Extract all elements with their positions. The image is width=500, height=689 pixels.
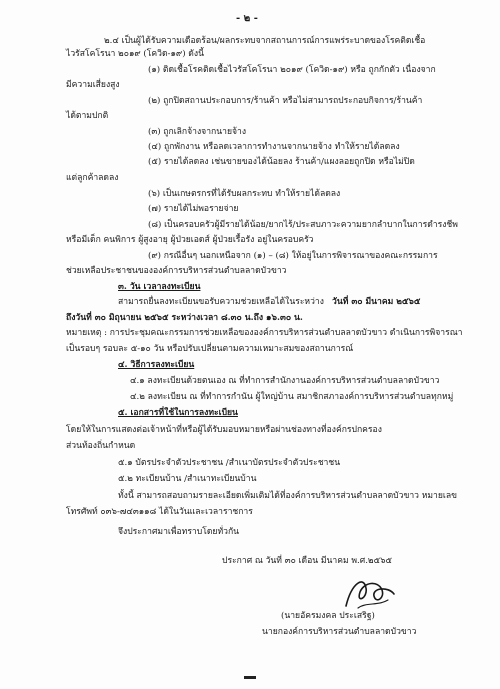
list-item-4: (๔) ถูกพักงาน หรือลดเวลาการทำงานจากนายจ้าง ทำให้รายได้ลดลง bbox=[148, 142, 400, 152]
document-item-2: ๕.๒ ทะเบียนบ้าน /สำเนาทะเบียนบ้าน bbox=[118, 474, 257, 484]
list-item-2: (๒) ถูกปิดสถานประกอบการ/ร้านค้า หรือไม่สามารถประกอบกิจการ/ร้านค้า bbox=[148, 96, 423, 106]
remark-line: หมายเหตุ : การประชุมคณะกรรมการช่วยเหลือขององค์การบริหารส่วนตำบลลาดบัวขาว ดำเนินการพิจารณา bbox=[66, 328, 463, 338]
paragraph-line: สามารถยื่นลงทะเบียนขอรับความช่วยเหลือได้ในระหว่าง bbox=[118, 297, 324, 307]
announcement-date: ประกาศ ณ วันที่ ๓๐ เดือน มีนาคม พ.ศ.๒๕๖๕ bbox=[222, 556, 393, 566]
list-item-9: (๙) กรณีอื่นๆ นอกเหนือจาก (๑) – (๘) ให้อยู่ในการพิจารณาของคณะกรรมการ bbox=[148, 251, 438, 261]
section-4-heading: ๔. วิธีการลงทะเบียน bbox=[118, 360, 195, 370]
signer-name: (นายอัครมงคล ประเสริฐ) bbox=[281, 611, 375, 621]
paragraph-line: ไวรัสโคโรนา ๒๐๑๙ (โควิด-๑๙) ดังนี้ bbox=[66, 49, 204, 59]
paragraph-line: หรือมีเด็ก คนพิการ ผู้สูงอายุ ผู้ป่วยเอดส์ ผู้ป่วยเรื้อรัง อยู่ในครอบครัว bbox=[66, 235, 314, 245]
list-item-3: (๓) ถูกเลิกจ้างจากนายจ้าง bbox=[148, 127, 247, 137]
contact-phone-line: โทรศัพท์ ๐๓๖-๗๔๓๑๑๘ ได้ในวันและเวลาราชการ bbox=[66, 507, 253, 517]
page-number: - ๒ - bbox=[236, 13, 258, 24]
list-item-5: (๕) รายได้ลดลง เช่นขายของได้น้อยลง ร้านค้า/แผงลอยถูกปิด หรือไม่ปิด bbox=[148, 157, 415, 167]
paragraph-line: ได้ตามปกติ bbox=[66, 111, 109, 121]
paragraph-line: ช่วยเหลือประชาชนขององค์การบริหารส่วนตำบลลาดบัวขาว bbox=[66, 266, 287, 276]
registration-start-date: วันที่ ๓๐ มีนาคม ๒๕๖๕ bbox=[332, 297, 421, 307]
section-5-heading: ๕. เอกสารที่ใช้ในการลงทะเบียน bbox=[118, 408, 238, 418]
signer-position: นายกองค์การบริหารส่วนตำบลลาดบัวขาว bbox=[262, 627, 417, 637]
method-item-2: ๔.๒ ลงทะเบียน ณ ที่ทำการกำนัน ผู้ใหญ่บ้าน สมาชิกสภาองค์การบริหารส่วนตำบลทุกหมู่ bbox=[130, 392, 454, 402]
section-2-4-heading: ๒.๔ เป็นผู้ได้รับความเดือดร้อน/ผลกระทบจากสถานการณ์การแพร่ระบาดของโรคติดเชื้อ bbox=[104, 36, 426, 46]
list-item-1: (๑) ติดเชื้อโรคติดเชื้อไวรัสโคโรนา ๒๐๑๙ (โควิด-๑๙) หรือ ถูกกักตัว เนื่องจาก bbox=[148, 65, 436, 75]
signature-image bbox=[338, 572, 400, 616]
paragraph-line: เป็นรอบๆ รอบละ ๕-๑๐ วัน หรือปรับเปลี่ยนตามความเหมาะสมของสถานการณ์ bbox=[66, 344, 354, 354]
paragraph-line: มีความเสี่ยงสูง bbox=[66, 80, 120, 90]
registration-end-date: ถึงวันที่ ๓๐ มิถุนายน ๒๕๖๕ ระหว่างเวลา ๘.๓๐ น.ถึง ๑๖.๓๐ น. bbox=[66, 313, 303, 323]
document-item-1: ๕.๑ บัตรประจำตัวประชาชน /สำเนาบัตรประจำตัวประชาชน bbox=[118, 458, 341, 468]
footer-mark bbox=[244, 676, 256, 679]
list-item-8: (๘) เป็นครอบครัวผู้มีรายได้น้อย/ยากไร้/ประสบภาวะความยากลำบากในการดำรงชีพ bbox=[148, 220, 458, 230]
paragraph-line: ส่วนท้องถิ่นกำหนด bbox=[66, 441, 136, 451]
paragraph-line: แต่ลูกค้าลดลง bbox=[66, 173, 119, 183]
method-item-1: ๔.๑ ลงทะเบียนด้วยตนเอง ณ ที่ทำการสำนักงานองค์การบริหารส่วนตำบลลาดบัวขาว bbox=[130, 376, 440, 386]
paragraph-line: โดยให้ในการแสดงต่อเจ้าหน้าที่หรือผู้ได้รับมอบหมายหรือผ่านช่องทางที่องค์กรปกครอง bbox=[66, 425, 382, 435]
contact-line: ทั้งนี้ สามารถสอบถามรายละเอียดเพิ่มเติมได้ที่องค์การบริหารส่วนตำบลลาดบัวขาว หมายเลข bbox=[118, 491, 457, 501]
list-item-7: (๗) รายได้ไม่พอรายจ่าย bbox=[148, 204, 239, 214]
section-3-heading: ๓. วัน เวลาลงทะเบียน bbox=[118, 282, 201, 292]
closing-line: จึงประกาศมาเพื่อทราบโดยทั่วกัน bbox=[118, 527, 240, 537]
list-item-6: (๖) เป็นเกษตรกรที่ได้รับผลกระทบ ทำให้รายได้ลดลง bbox=[148, 189, 341, 199]
